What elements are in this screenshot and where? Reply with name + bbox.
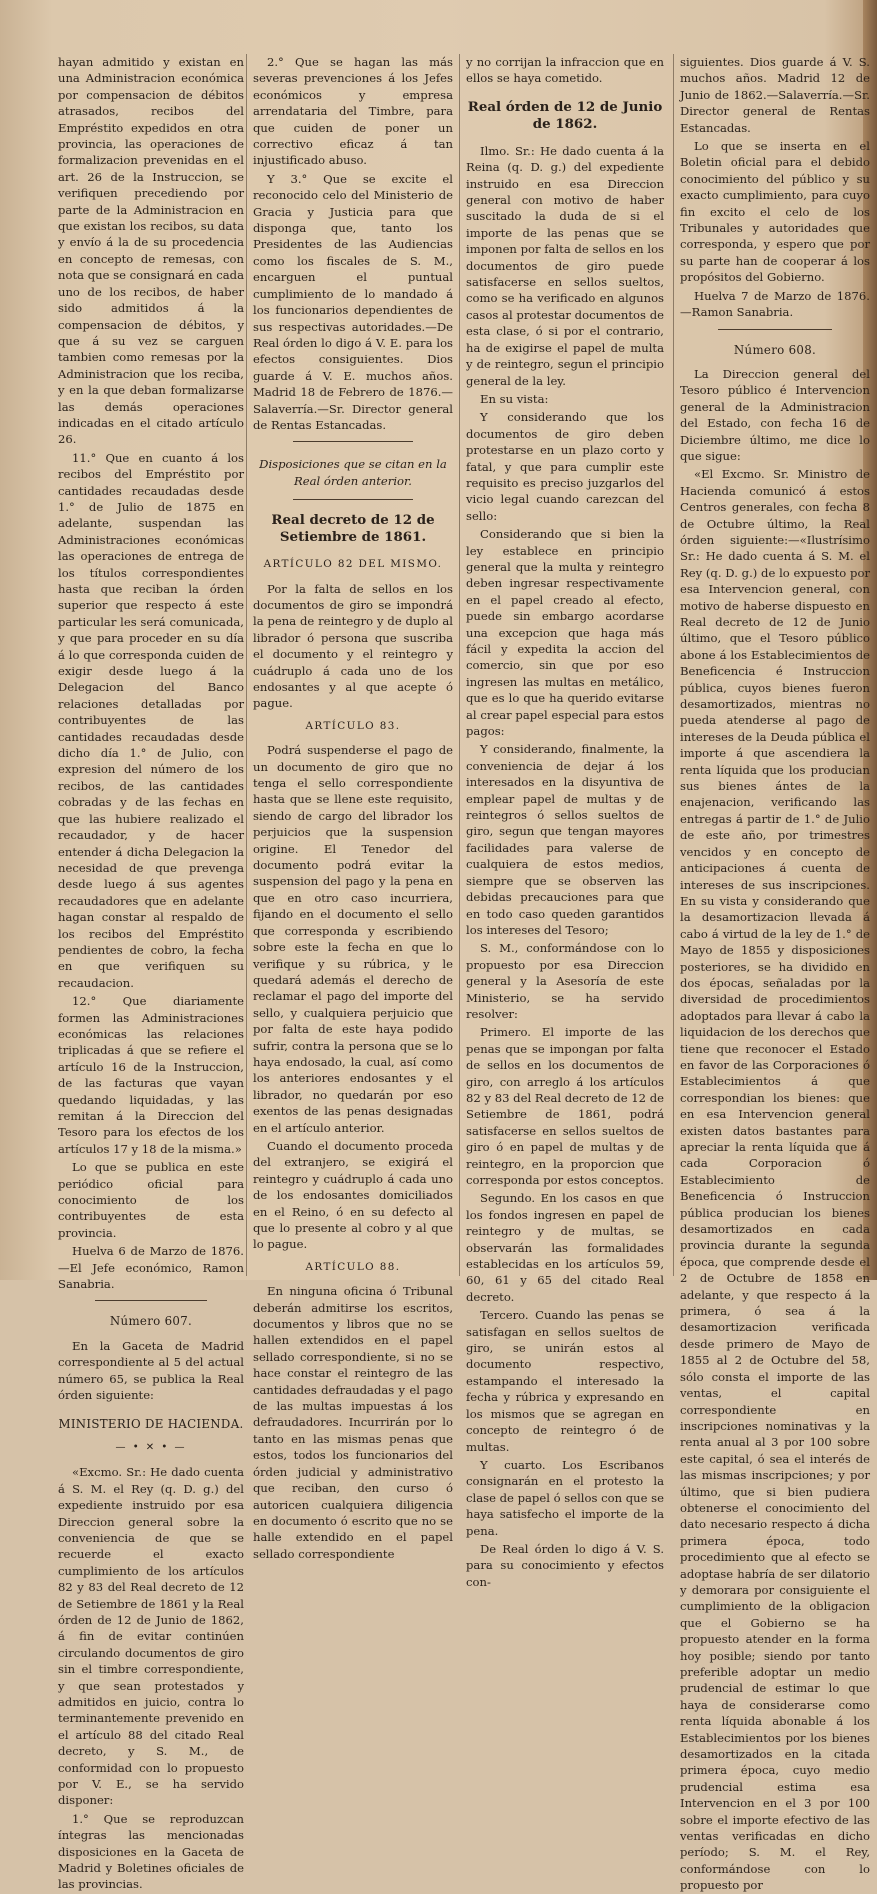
paragraph: Lo que se inserta en el Boletin oficial para el debido conocimiento del público y su exacto cumplimiento, para cuyo fin excito el celo de los Tribunales y autoridades que corresponda, y espero que por su parte han de cooperar á los propósitos del Gobierno. (680, 139, 870, 285)
paragraph: S. M., conformándose con lo propuesto por esa Direccion general y la Asesoría de este Ministerio, se ha servido resolver: (466, 941, 664, 1021)
section-divider (718, 329, 832, 330)
section-divider (95, 1300, 207, 1301)
italic-note: Disposiciones que se citan en la Real órden anterior. (259, 457, 447, 488)
paragraph: «Excmo. Sr.: He dado cuenta á S. M. el Rey (q. D. g.) del expediente instruido por esa Direccion general sobre la conveniencia de que se recuerde el exacto cumplimiento de los artículos 82 y 83 del Real decreto de 12 de Setiembre de 1861 y la Real órden de 12 de Junio de 1862, á fin de evitar continúen circulando documentos de giro sin el timbre correspondiente, y que sean protestados y admitidos en juicio, contra lo terminantemente prevenido en el artículo 88 del citado Real decreto, y S. M., de conformidad con lo propuesto por V. E., se ha servido disponer: (58, 1465, 244, 1808)
paragraph: En la Gaceta de Madrid correspondiente al 5 del actual número 65, se publica la Real órden siguiente: (58, 1338, 244, 1403)
article-heading: ARTÍCULO 88. (305, 1260, 401, 1273)
decree-title: Real decreto de 12 de Setiembre de 1861. (271, 512, 435, 546)
paragraph: La Direccion general del Tesoro público é Intervencion general de la Administracion del Estado, con fecha 16 de Diciembre último, me dice lo que sigue: (680, 366, 870, 463)
section-number-heading: Número 607. (109, 1314, 193, 1329)
paragraph: En su vista: (480, 391, 549, 406)
paragraph: hayan admitido y existan en una Administracion económica por compensacion de débitos atrasados, recibos del Empréstito expedidos en otra provincia, las operaciones de formalizacion prevenidas en el art. 26 de la Instruccion, se verifiquen precediendo por parte de la Administracion en que existan los recibos, su data y envío á la de su procedencia en concepto de remesas, con nota que se consignará en cada uno de los recibos, de haber sido admitidos á la compensacion de débitos, y que á su vez se carguen tambien como remesas por la Administracion que los reciba, y en la que deban formalizarse las demás operaciones indicadas en el citado artículo 26. (58, 55, 244, 447)
paragraph: 11.° Que en cuanto á los recibos del Empréstito por cantidades recaudadas desde 1.° de Julio de 1875 en adelante, suspendan las Administraciones económicas las operaciones de entrega de los títulos correspondientes hasta que reciban la órden superior que respecto á este particular les será comunicada, y que para proceder en su día á lo que corresponda cuiden de exigir desde luego á la Delegacion del Banco relaciones detalladas por contribuyentes de las cantidades recaudadas desde dicho día 1.° de Julio, con expresion del número de los recibos, de las cantidades cobradas y de las fechas en que las hubiere realizado el recaudador, y de hacer entender á dicha Delegacion la necesidad de que prevenga desde luego á sus agentes recaudadores que en adelante hagan constar al respaldo de los recibos del Empréstito pendientes de cobro, la fecha en que verifiquen su recaudacion. (58, 450, 244, 990)
paragraph: Ilmo. Sr.: He dado cuenta á la Reina (q. D. g.) del expediente instruido en esa Direccion general con motivo de haber suscitado la duda de si el importe de las penas que se imponen por falta de sellos en los documentos de giro puede satisfacerse en sellos sueltos, como se ha verificado en algunos casos al protestar documentos de esta clase, ó si por el contrario, ha de exigirse el papel de multa y de reintegro, segun el principio general de la ley. (466, 143, 664, 388)
paragraph: Y cuarto. Los Escribanos consignarán en el protesto la clase de papel ó sellos con que se haya satisfecho el importe de la pena. (466, 1457, 664, 1538)
section-number-heading: Número 608. (733, 342, 817, 357)
paragraph: siguientes. Dios guarde á V. S. muchos años. Madrid 12 de Junio de 1862.—Salaverría.—Sr. Director general de Rentas Estancadas. (680, 55, 870, 135)
paragraph: 12.° Que diariamente formen las Administraciones económicas las relaciones triplicadas á que se refiere el artículo 16 de la Instruccion, de las facturas que vayan quedando liquidadas, y las remitan á la Direccion del Tesoro para los efectos de los artículos 17 y 18 de la misma.» (58, 994, 244, 1156)
paragraph: De Real órden lo digo á V. S. para su conocimiento y efectos con- (466, 1541, 664, 1589)
column-3 (459, 54, 664, 1589)
paragraph: Tercero. Cuando las penas se satisfagan en sellos sueltos de giro, se unirán estos al documento respectivo, estampando el interesado la fecha y rúbrica y expresando en los mismos que se agregan en concepto de reintegro ó de multas. (466, 1308, 664, 1454)
order-title: Real órden de 12 de Junio de 1862. (467, 98, 663, 132)
paragraph: «El Excmo. Sr. Ministro de Hacienda comunicó á estos Centros generales, con fecha 8 de Octubre último, la Real órden siguiente:—«Ilustrísimo Sr.: He dado cuenta á S. M. el Rey (q. D. g.) de lo expuesto por esa Intervencion general, con motivo de haberse dispuesto en Real decreto de 12 de Junio último, que el Tesoro público abone á los Establecimientos de Beneficencia é Instruccion pública, cuyos bienes fueron desamortizados, mientras no pueda atenderse al pago de intereses de la Deuda pública el importe á que ascendiera la renta líquida que los producian sus bienes ántes de la enajenacion, verificando las entregas á partir de 1.° de Julio de este año, por trimestres vencidos y en concepto de anticipaciones á cuenta de intereses de sus inscripciones. En su vista y considerando que la desamortizacion llevada á cabo á virtud de la ley de 1.° de Mayo de 1855 y disposiciones posteriores, se ha dividido en dos épocas, señaladas por la diversidad de procedimientos adoptados para llevar á cabo la liquidacion de los derechos que tiene que reconocer el Estado en favor de las Corporaciones ó Establecimientos á que correspondian los bienes: que en esa Intervencion general existen datos bastantes para apreciar la renta líquida que á cada Corporacion ó Establecimiento de Beneficencia ó Instruccion pública producian los bienes desamortizados en cada provincia durante la segunda época, que comprende desde el 2 de Octubre de 1858 en adelante, y que respecto á la primera, ó sea á la desamortizacion verificada desde primero de Mayo de 1855 al 2 de Octubre del 58, sólo consta el importe de las ventas, el capital correspondiente en inscripciones nominativas y la renta anual al 3 por 100 sobre este capital, ó sea el interés de las mismas inscripciones; y por último, que si bien pudiera obtenerse el conocimiento del dato necesario respecto á dicha primera época, todo procedimiento que al efecto se adoptase habría de ser dilatorio y demorara por consiguiente el cumplimiento de la obligacion que el Gobierno se ha propuesto atender en la forma hoy posible; siendo por tanto preferible adoptar un medio prudencial de estimar lo que haya de considerarse como renta líquida abonable á los Establecimientos por los bienes desamortizados en la citada primera época, cuyo medio prudencial estima esa Intervencion en el 3 por 100 sobre el importe efectivo de las ventas verificadas en dicho período; S. M. el Rey, conformándose con lo propuesto por (680, 467, 870, 1893)
paragraph: Y considerando que los documentos de giro deben protestarse en un plazo corto y fatal, y que para cumplir este requisito es preciso juzgarlos del vicio legal cuando carezcan del sello: (466, 410, 664, 523)
ministry-heading: MINISTERIO DE HACIENDA. (58, 1416, 244, 1431)
paragraph: Y considerando, finalmente, la conveniencia de dejar á los interesados en la disyuntiva de emplear papel de multas y de reintegros ó sellos sueltos de giro, segun que tengan mayores facilidades para valerse de cualquiera de estos medios, siempre que se observen las debidas precauciones para que en todo caso queden garantidos los intereses del Tesoro; (466, 742, 664, 937)
column-2 (246, 54, 453, 1561)
section-divider (293, 499, 413, 500)
paragraph: En ninguna oficina ó Tribunal deberán admitirse los escritos, documentos y libros que no se hallen extendidos en el papel sellado correspondiente, si no se hace constar el reintegro de las cantidades defraudadas y el pago de las multas impuestas á los defraudadores. Incurrirán por lo tanto en las mismas penas que estos, todos los funcionarios del órden judicial y administrativo que reciban, den curso ó autoricen cualquiera diligencia en documento ó escrito que no se halle extendido en el papel sellado correspondiente (253, 1284, 453, 1561)
signature-line: Huelva 6 de Marzo de 1876.—El Jefe económico, Ramon Sanabria. (58, 1244, 244, 1292)
article-heading: ARTÍCULO 82 DEL MISMO. (263, 558, 443, 571)
paragraph: Segundo. En los casos en que los fondos ingresen en papel de reintegro y de multas, se observarán las formalidades establecidas en los artículos 59, 60, 61 y 65 del citado Real decreto. (466, 1191, 664, 1304)
signature-line: Huelva 7 de Marzo de 1876.—Ramon Sanabria. (680, 288, 870, 320)
paragraph: Primero. El importe de las penas que se impongan por falta de sellos en los documentos de giro, con arreglo á los artículos 82 y 83 del Real decreto de 12 de Setiembre de 1861, podrá satisfacerse en sellos sueltos de giro ó en papel de multas y de reintegro, en la proporcion que corresponda por estos conceptos. (466, 1025, 664, 1187)
paragraph: Y 3.° Que se excite el reconocido celo del Ministerio de Gracia y Justicia para que disponga que, tanto los Presidentes de las Audiencias como los fiscales de S. M., encarguen el puntual cumplimiento de lo mandado á los funcionarios dependientes de sus respectivas autoridades.—De Real órden lo digo á V. E. para los efectos consiguientes. Dios guarde á V. E. muchos años. Madrid 18 de Febrero de 1876.—Salaverría.—Sr. Director general de Rentas Estancadas. (253, 171, 453, 432)
paragraph: 2.° Que se hagan las más severas prevenciones á los Jefes económicos y empresa arrendataria del Timbre, para que cuiden de poner un correctivo eficaz á tan injustificado abuso. (253, 55, 453, 168)
paragraph: 1.° Que se reproduzcan íntegras las mencionadas disposiciones en la Gaceta de Madrid y Boletines oficiales de las provincias. (58, 1811, 244, 1892)
ornament: — • ✕ • — (115, 1441, 187, 1453)
paragraph: Lo que se publica en este periódico oficial para conocimiento de los contribuyentes de esta provincia. (58, 1160, 244, 1240)
paragraph: y no corrijan la infraccion que en ellos se haya cometido. (466, 55, 664, 86)
column-4 (673, 54, 870, 1893)
section-divider (293, 441, 413, 442)
column-1 (58, 54, 244, 1892)
paragraph: Cuando el documento proceda del extranjero, se exigirá el reintegro y cuádruplo á cada uno de los endosantes domiciliados en el Reino, ó en su defecto al que lo presente al cobro y al que lo pague. (253, 1138, 453, 1252)
paragraph: Por la falta de sellos en los documentos de giro se impondrá la pena de reintegro y de duplo al librador ó persona que suscriba el documento y el reintegro y cuádruplo á cada uno de los endosantes y al que acepte ó pague. (253, 581, 453, 711)
paragraph: Podrá suspenderse el pago de un documento de giro que no tenga el sello correspondiente hasta que se llene este requisito, siendo de cargo del librador los perjuicios que la suspension origine. El Tenedor del documento podrá evitar la suspension del pago y la pena en que en otro caso incurriera, fijando en el documento el sello que corresponda y escribiendo sobre este la fecha en que lo verifique y su rúbrica, y le quedará además el derecho de reclamar el pago del importe del sello, y cualquiera perjuicio que por falta de este haya podido sufrir, contra la persona que se lo haya endosado, la cual, así como los anteriores endosantes y el librador, no quedarán por eso exentos de las penas designadas en el artículo anterior. (253, 743, 453, 1135)
article-heading: ARTÍCULO 83. (305, 719, 401, 732)
paragraph: Considerando que si bien la ley establece en principio general que la multa y reintegro deben ingresar respectivamente en el papel creado al efecto, puede sin embargo acordarse una excepcion que haga más fácil y expedita la accion del comercio, sin que por eso ingresen las multas en metálico, que es lo que ha querido evitarse al crear papel especial para estos pagos: (466, 527, 664, 739)
